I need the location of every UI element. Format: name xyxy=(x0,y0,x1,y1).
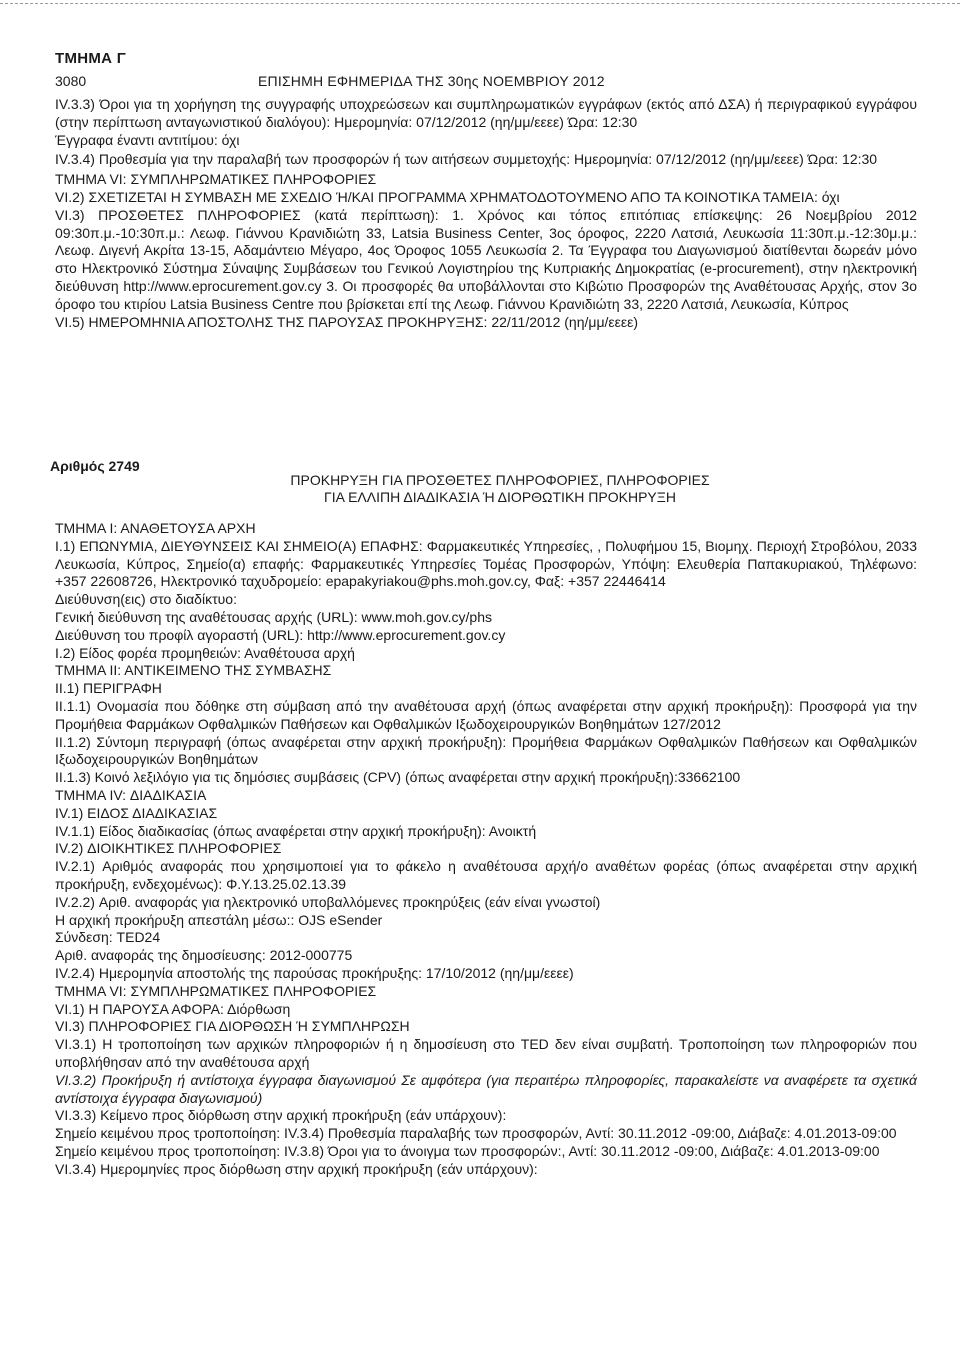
heading-section-vi: ΤΜΗΜΑ VI: ΣΥΜΠΛΗΡΩΜΑΤΙΚΕΣ ΠΛΗΡΟΦΟΡΙΕΣ xyxy=(55,171,377,188)
paragraph-iv-1-1: IV.1.1) Είδος διαδικασίας (όπως αναφέρεται στην αρχική προκήρυξη): Ανοικτή xyxy=(55,822,537,839)
paragraph-ii-1-2: II.1.2) Σύντομη περιγραφή (όπως αναφέρεται στην αρχική προκήρυξη): Προμήθεια Φαρμάκων Οφθαλμικών Παθήσεων και Οφθαλμικών Ιξωδοχειρουργικών Βοηθημάτων xyxy=(55,733,917,768)
paragraph-iv-2-1: IV.2.1) Αριθμός αναφοράς που χρησιμοποιεί για το φάκελο η αναθέτουσα αρχή/ο αναθέτων φορέας (όπως αναφέρεται στην αρχική προκήρυξη, ενδεχομένως): Φ.Υ.13.25.02.13.39 xyxy=(55,858,917,892)
paragraph-iv-2-2: IV.2.2) Αριθ. αναφοράς για ηλεκτρονικό υποβαλλόμενες προκηρύξεις (εάν είναι γνωστοί) xyxy=(55,893,601,910)
paragraph-i-1: I.1) ΕΠΩΝΥΜΙΑ, ΔΙΕΥΘΥΝΣΕΙΣ ΚΑΙ ΣΗΜΕΙΟ(Α) ΕΠΑΦΗΣ: Φαρμακευτικές Υπηρεσίες, , Πολυφήμου 15, Βιομηχ. Περιοχή Στροβόλου, 2033 Λευκωσία, Κύπρος, Σημείο(α) επαφής: Φαρμακευτικές Υπηρεσίες Τομέας Προσφορών, Υπόψη: Ελευθερία Παπακυριακού, Τηλέφωνο: +357 22608726, Ηλεκτρονικό ταχυδρομείο: epapakyriakou@phs.moh.gov.cy, Φαξ: +357 22446414 xyxy=(55,537,917,590)
paragraph-iv-3-3: IV.3.3) Όροι για τη χορήγηση της συγγραφής υποχρεώσεων και συμπληρωματικών εγγράφων (εκτός από ΔΣΑ) ή περιγραφικού εγγράφου (στην περίπτωση ανταγωνιστικού διαλόγου): Ημερομηνία: 07/12/2012 (ηη/μμ/εεεε) Ώρα: 12:30 xyxy=(55,96,917,130)
paragraph-iv-3-4: IV.3.4) Προθεσμία για την παραλαβή των προσφορών ή των αιτήσεων συμμετοχής: Ημερομηνία: 07/12/2012 (ηη/μμ/εεεε) Ώρα: 12:30 xyxy=(55,151,878,168)
paragraph-ii-1-1: II.1.1) Ονομασία που δόθηκε στη σύμβαση από την αναθέτουσα αρχή (όπως αναφέρεται στην αρχική προκήρυξη): Προσφορά για την Προμήθεια Φαρμάκων Οφθαλμικών Παθήσεων και Οφθαλμικών Ιξωδοχειρουργικών Βοηθημάτων 127/2012 xyxy=(55,697,917,732)
paragraph-internet-addresses: Διεύθυνση(εις) στο διαδίκτυο: xyxy=(55,591,237,608)
notice-title-line-1: ΠΡΟΚΗΡΥΞΗ ΓΙΑ ΠΡΟΣΘΕΤΕΣ ΠΛΗΡΟΦΟΡΙΕΣ, ΠΛΗΡΟΦΟΡΙΕΣ xyxy=(290,472,710,488)
paragraph-i-2: I.2) Είδος φορέα προμηθειών: Αναθέτουσα αρχή xyxy=(55,644,355,661)
paragraph-vi-2: VI.2) ΣΧΕΤΙΖΕΤΑΙ Η ΣΥΜΒΑΣΗ ΜΕ ΣΧΕΔΙΟ Ή/ΚΑΙ ΠΡΟΓΡΑΜΜΑ ΧΡΗΜΑΤΟΔΟΤΟΥΜΕΝΟ ΑΠΟ ΤΑ ΚΟΙΝΟΤΙΚΑ ΤΑΜΕΙΑ: όχι xyxy=(55,188,840,205)
notice-title-line-2: ΓΙΑ ΕΛΛΙΠΗ ΔΙΑΔΙΚΑΣΙΑ Ή ΔΙΟΡΘΩΤΙΚΗ ΠΡΟΚΗΡΥΞΗ xyxy=(324,489,676,505)
paragraph-publication-ref: Αριθ. αναφοράς της δημοσίευσης: 2012-000775 xyxy=(55,947,353,964)
page-number: 3080 xyxy=(55,73,87,89)
notice-number: Αριθμός 2749 xyxy=(50,458,140,474)
paragraph-vi-3-4: VI.3.4) Ημερομηνίες προς διόρθωση στην αρχική προκήρυξη (εάν υπάρχουν): xyxy=(55,1160,538,1177)
paragraph-ii-1: II.1) ΠΕΡΙΓΡΑΦΗ xyxy=(55,680,162,697)
paragraph-vi-3-b: VI.3) ΠΛΗΡΟΦΟΡΙΕΣ ΓΙΑ ΔΙΟΡΘΩΣΗ Ή ΣΥΜΠΛΗΡΩΣΗ xyxy=(55,1018,410,1035)
paragraph-iv-1: IV.1) ΕΙΔΟΣ ΔΙΑΔΙΚΑΣΙΑΣ xyxy=(55,804,218,821)
paragraph-sent-via: Η αρχική προκήρυξη απεστάλη μέσω:: OJS eSender xyxy=(55,911,383,928)
paragraph-documents-fee: Έγγραφα έναντι αντιτίμου: όχι xyxy=(55,131,240,148)
paragraph-iv-2: IV.2) ΔΙΟΙΚΗΤΙΚΕΣ ΠΛΗΡΟΦΟΡΙΕΣ xyxy=(55,840,282,857)
section-code: ΤΜΗΜΑ Γ xyxy=(55,50,127,67)
paragraph-vi-5: VI.5) ΗΜΕΡΟΜΗΝΙΑ ΑΠΟΣΤΟΛΗΣ ΤΗΣ ΠΑΡΟΥΣΑΣ ΠΡΟΚΗΡΥΞΗΣ: 22/11/2012 (ηη/μμ/εεεε) xyxy=(55,313,639,330)
heading-section-vi-b: ΤΜΗΜΑ VI: ΣΥΜΠΛΗΡΩΜΑΤΙΚΕΣ ΠΛΗΡΟΦΟΡΙΕΣ xyxy=(55,982,377,999)
paragraph-vi-3: VI.3) ΠΡΟΣΘΕΤΕΣ ΠΛΗΡΟΦΟΡΙΕΣ (κατά περίπτωση): 1. Χρόνος και τόπος επιτόπιας επίσκεψης: 26 Νοεμβρίου 2012 09:30π.μ.-10:30π.μ.: Λεωφ. Γιάννου Κρανιδιώτη 33, Latsia Business Center, 3ος όροφος, 2220 Λατσιά, Λευκωσία 11:30π.μ.-12:30μ.μ.: Λεωφ. Διγενή Ακρίτα 13-15, Αδαμάντειο Μέγαρο, 4ος Όροφος 1055 Λευκωσία 2. Τα Έγγραφα του Διαγωνισμού διατίθενται δωρεάν μόνο στο Ηλεκτρονικό Σύστημα Σύναψης Συμβάσεων του Γενικού Λογιστηρίου της Κυπριακής Δημοκρατίας (e-procurement), στην ηλεκτρονική διεύθυνση http://www.eprocurement.gov.cy 3. Οι προσφορές θα υποβάλλονται στο Κιβώτιο Προσφορών της Αναθέτουσας Αρχής, στον 3ο όροφο του κτιρίου Latsia Business Centre που βρίσκεται επί της Λεωφ. Γιάννου Κρανιδιώτη 33, 2220 Λατσιά, Λευκωσία, Κύπρος xyxy=(55,206,917,312)
paragraph-buyer-profile-url: Διεύθυνση του προφίλ αγοραστή (URL): http://www.eprocurement.gov.cy xyxy=(55,626,506,643)
paragraph-vi-1: VI.1) Η ΠΑΡΟΥΣΑ ΑΦΟΡΑ: Διόρθωση xyxy=(55,1000,291,1017)
paragraph-vi-3-3: VI.3.3) Κείμενο προς διόρθωση στην αρχική προκήρυξη (εάν υπάρχουν): xyxy=(55,1107,507,1124)
paragraph-amendment-1: Σημείο κειμένου προς τροποποίηση: IV.3.4) Προθεσμία παραλαβής των προσφορών, Αντί: 30.11.2012 -09:00, Διάβαζε: 4.01.2013-09:00 xyxy=(55,1125,897,1142)
notice-body xyxy=(55,520,917,1178)
notice-title xyxy=(250,472,750,506)
paragraph-ii-1-3: II.1.3) Κοινό λεξιλόγιο για τις δημόσιες συμβάσεις (CPV) (όπως αναφέρεται στην αρχική προκήρυξη):33662100 xyxy=(55,769,741,786)
paragraph-vi-3-2: VI.3.2) Προκήρυξη ή αντίστοιχα έγγραφα διαγωνισμού Σε αμφότερα (για περαιτέρω πληροφορίες, παρακαλείστε να αναφέρετε τα σχετικά αντίστοιχα έγγραφα διαγωνισμού) xyxy=(55,1071,917,1106)
scan-edge-line xyxy=(0,3,960,4)
heading-section-i: ΤΜΗΜΑ Ι: ΑΝΑΘΕΤΟΥΣΑ ΑΡΧΗ xyxy=(55,520,256,536)
gazette-header: ΕΠΙΣΗΜΗ ΕΦΗΜΕΡΙΔΑ ΤΗΣ 30ης ΝΟΕΜΒΡΙΟΥ 2012 xyxy=(258,73,605,89)
paragraph-iv-2-4: IV.2.4) Ημερομηνία αποστολής της παρούσας προκήρυξης: 17/10/2012 (ηη/μμ/εεεε) xyxy=(55,964,574,981)
paragraph-login: Σύνδεση: TED24 xyxy=(55,929,161,946)
paragraph-general-url: Γενική διεύθυνση της αναθέτουσας αρχής (URL): www.moh.gov.cy/phs xyxy=(55,608,493,625)
heading-section-ii: ΤΜΗΜΑ ΙΙ: ΑΝΤΙΚΕΙΜΕΝΟ ΤΗΣ ΣΥΜΒΑΣΗΣ xyxy=(55,662,332,679)
paragraph-vi-3-1: VI.3.1) Η τροποποίηση των αρχικών πληροφοριών ή η δημοσίευση στο TED δεν είναι συμβατή. Τροποποίηση των πληροφοριών που υποβλήθησαν από την αναθέτουσα αρχή xyxy=(55,1036,917,1070)
heading-section-iv: ΤΜΗΜΑ IV: ΔΙΑΔΙΚΑΣΙΑ xyxy=(55,786,207,803)
paragraph-amendment-2: Σημείο κειμένου προς τροποποίηση: IV.3.8) Όροι για το άνοιγμα των προσφορών:, Αντί: 30.11.2012 -09:00, Διάβαζε: 4.01.2013-09:00 xyxy=(55,1142,880,1159)
top-section xyxy=(55,96,917,331)
